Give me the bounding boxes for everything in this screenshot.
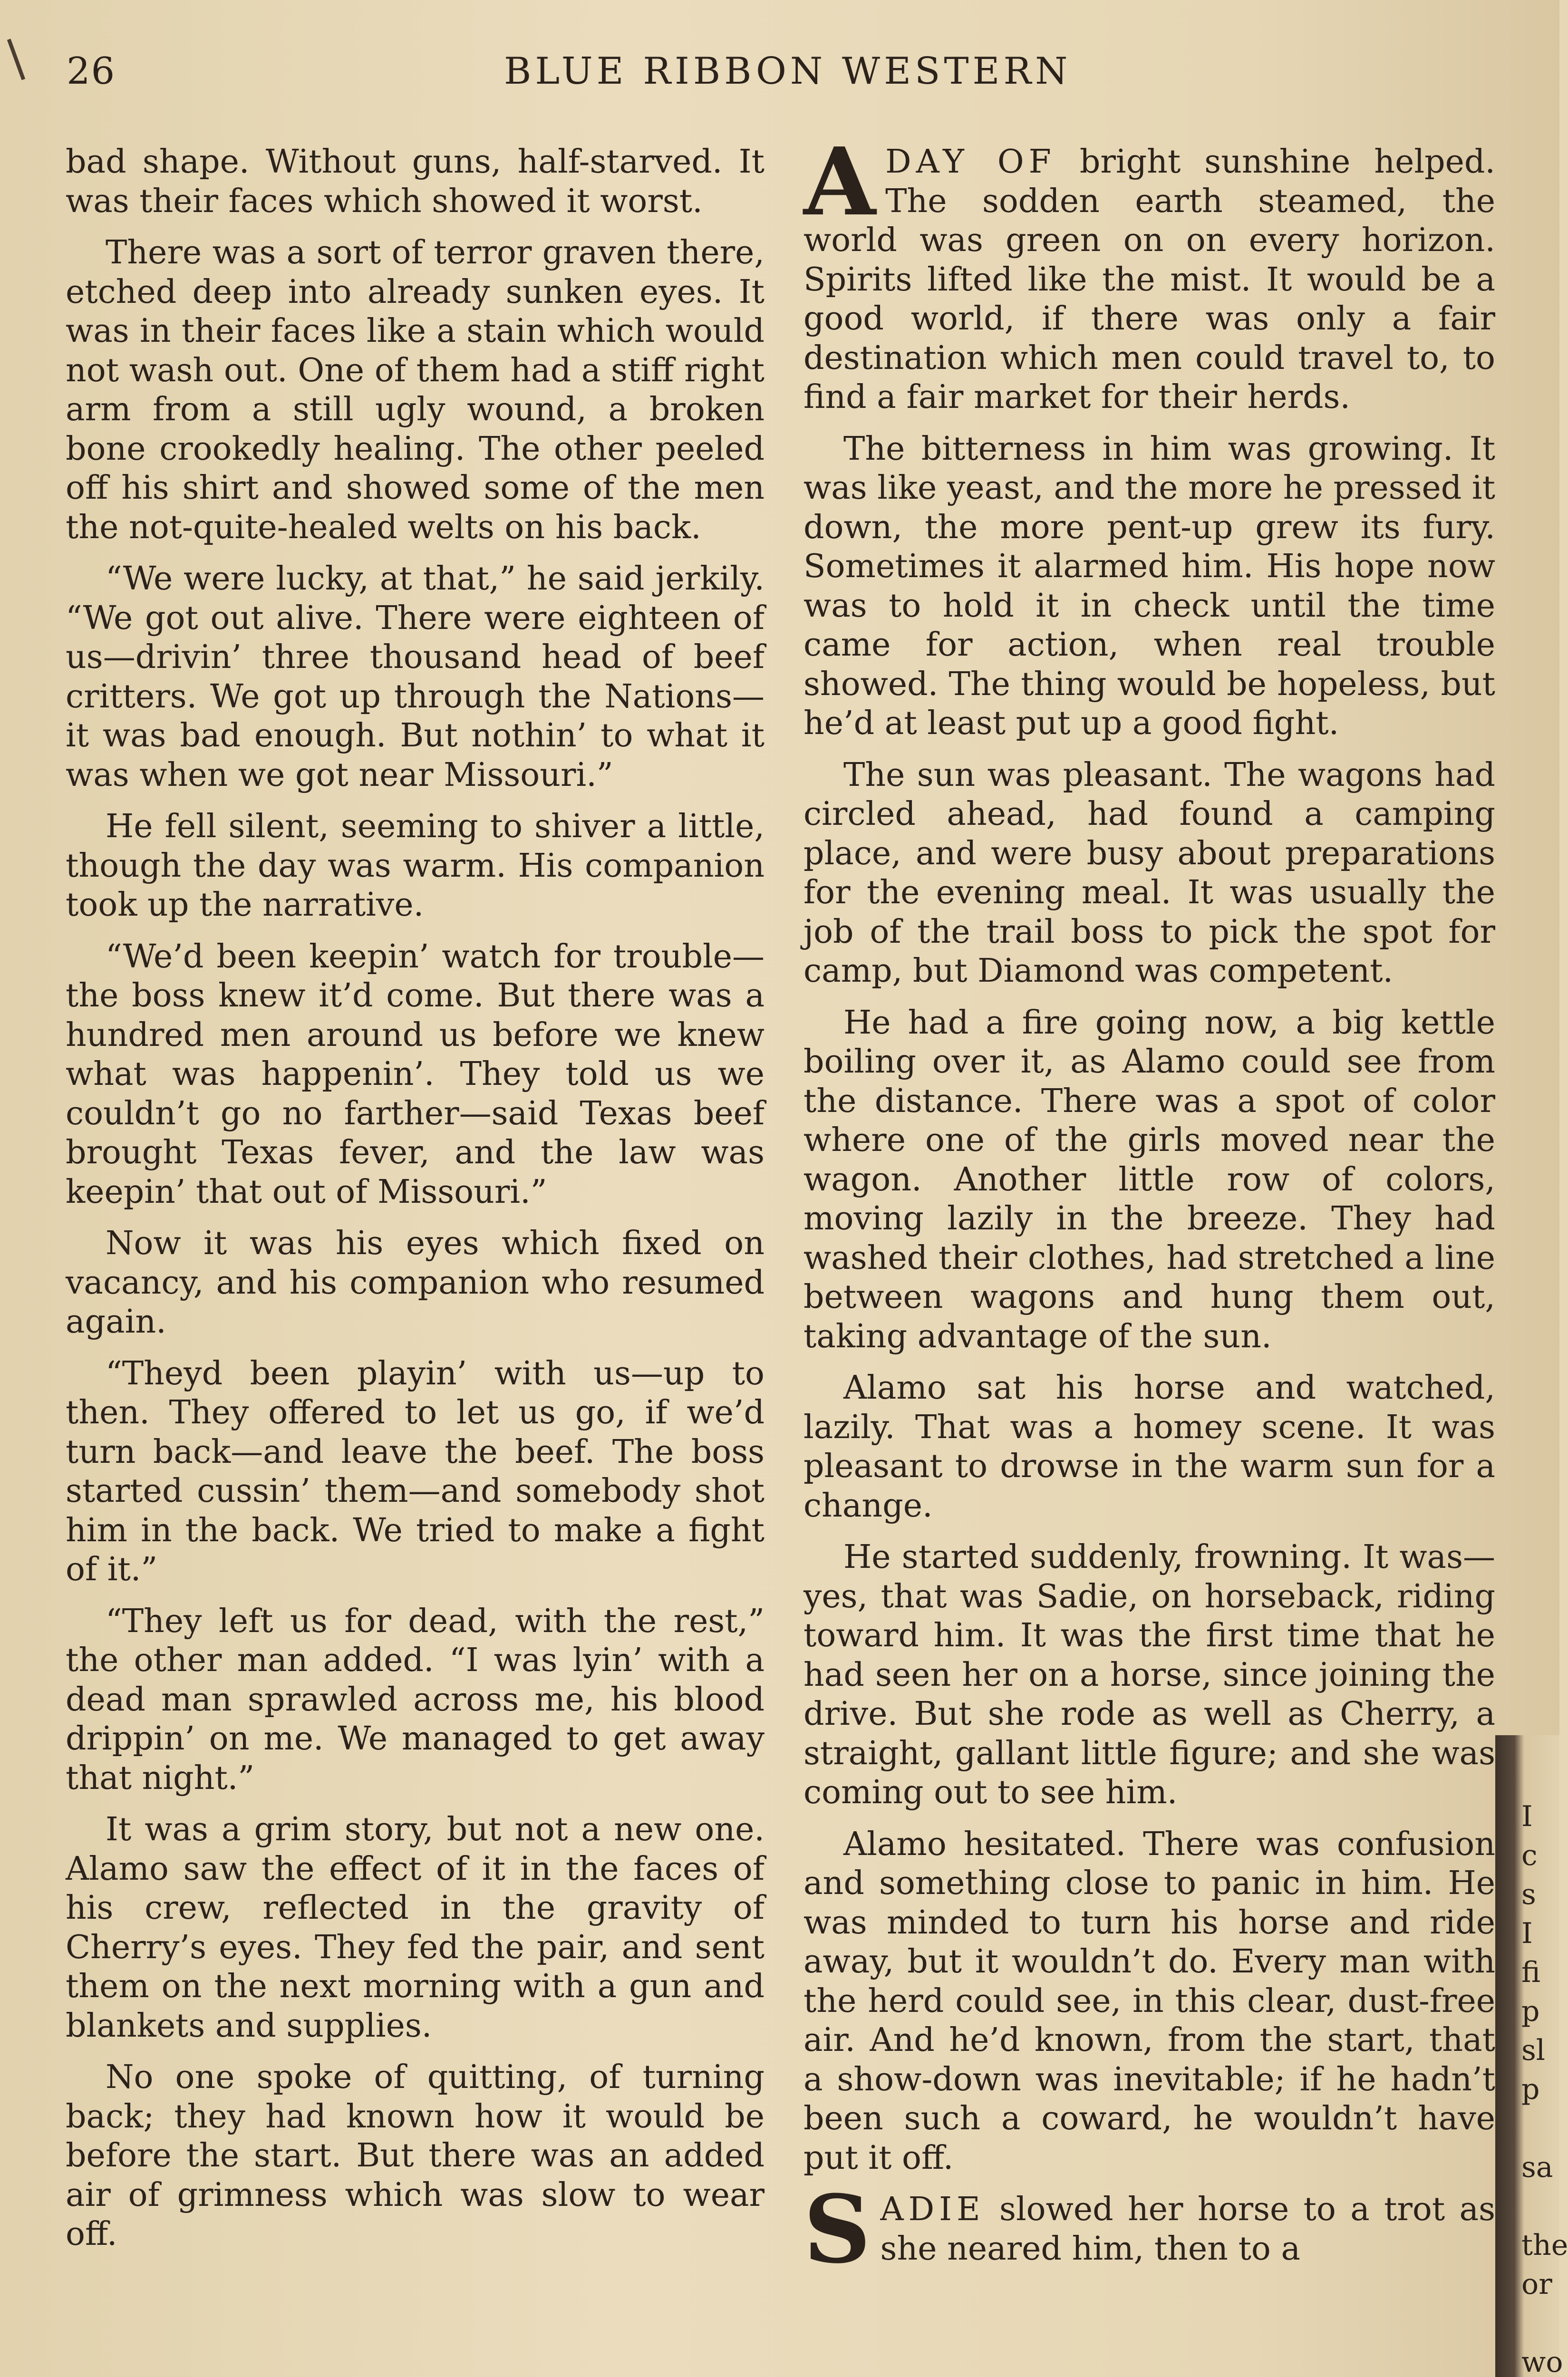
section-lead-in: DAY OF <box>885 143 1056 181</box>
paragraph: Alamo sat his horse and watched, lazily. That was a homey scene. It was pleasant to drowse in the warm sun for a change. <box>803 1369 1495 1525</box>
edge-fragment <box>1521 2109 1559 2148</box>
edge-fragment <box>1521 2304 1559 2343</box>
drop-cap: S <box>803 2175 871 2284</box>
page-header <box>67 50 1493 107</box>
paragraph: The bitterness in him was growing. It was like yeast, and the more he pressed it down, the more pent-up grew its fury. Sometimes it alarmed him. His hope now was to hold it in check until the time came for action, when real trouble showed. The thing would be hopeless, but he’d at least put up a good fight. <box>803 430 1495 742</box>
edge-fragment: sl <box>1521 2034 1545 2067</box>
edge-fragment: s <box>1521 1878 1536 1911</box>
section-lead-in: ADIE <box>880 2191 985 2228</box>
paragraph: “We’d been keepin’ watch for trouble—the boss knew it’d come. But there was a hundred men around us before we knew what was happenin’. They told us we couldn’t go no farther—said Texas beef brought Texas fever, and the law was keepin’ that out of Missouri.” <box>66 937 765 1211</box>
paragraph: Now it was his eyes which fixed on vacancy, and his companion who resumed again. <box>66 1225 765 1341</box>
paragraph: He fell silent, seeming to shiver a little, though the day was warm. His companion took up the narrative. <box>66 808 765 924</box>
paragraph: There was a sort of terror graven there, etched deep into already sunken eyes. It was in their faces like a stain which would not wash out. One of them had a stiff right arm from a still ugly wound, a broken bone crookedly healing. The other peeled off his shirt and showed some of the men the not-quite-healed welts on his back. <box>66 234 765 546</box>
edge-fragment: p <box>1521 1995 1540 2028</box>
edge-fragment: c <box>1521 1839 1538 1872</box>
edge-fragment: the <box>1521 2229 1568 2262</box>
edge-fragment: p <box>1521 2073 1540 2106</box>
paragraph: bad shape. Without guns, half-starved. It was their faces which showed it worst. <box>66 143 765 220</box>
right-column <box>803 127 1495 2377</box>
paragraph: He started suddenly, frowning. It was—yes, that was Sadie, on horseback, riding toward him. It was the first time that he had seen her on a horse, since joining the drive. But she rode as well as Cherry, a straight, gallant little figure; and she was coming out to see him. <box>803 1538 1495 1811</box>
drop-cap: A <box>803 127 876 237</box>
section-opening-paragraph <box>803 2175 1495 2284</box>
paragraph-text: slowed her horse to a trot as she neared him, then to a <box>880 2191 1495 2268</box>
running-title: BLUE RIBBON WESTERN <box>504 50 1072 93</box>
paragraph: “Theyd been playin’ with us—up to then. They offered to let us go, if we’d turn back—and leave the beef. The boss started cussin’ them—and somebody shot him in the back. We tried to make a fight of it.” <box>66 1354 765 1588</box>
next-page-text-fragments <box>1521 1797 1568 2377</box>
edge-fragment: fi <box>1521 1956 1541 1989</box>
page-number: 26 <box>67 50 116 93</box>
paragraph: “We were lucky, at that,” he said jerkily. “We got out alive. There were eighteen of us—drivin’ three thousand head of beef critters. We got up through the Nations—it was bad enough. But nothin’ to what it was when we got near Missouri.” <box>66 560 765 794</box>
paragraph: It was a grim story, but not a new one. Alamo saw the effect of it in the faces of his crew, reflected in the gravity of Cherry’s eyes. They fed the pair, and sent them on the next morning with a gun and blankets and supplies. <box>66 1811 765 2045</box>
paragraph: Alamo hesitated. There was confusion and something close to panic in him. He was minded to turn his horse and ride away, but it wouldn’t do. Every man with the herd could see, in this clear, dust-free air. And he’d known, from the start, that a show-down was inevitable; if he hadn’t been such a coward, he wouldn’t have put it off. <box>803 1825 1495 2177</box>
edge-fragment: I <box>1521 1800 1533 1833</box>
section-opening-paragraph <box>803 127 1495 417</box>
edge-fragment: or <box>1521 2268 1552 2301</box>
edge-fragment: sa <box>1521 2151 1553 2184</box>
edge-fragment: wo <box>1521 2346 1563 2377</box>
paragraph: No one spoke of quitting, of turning back; they had known how it would be before the start. But there was an added air of grimness which was slow to wear off. <box>66 2058 765 2253</box>
left-column <box>66 143 765 2377</box>
paragraph: The sun was pleasant. The wagons had circled ahead, had found a camping place, and were busy about preparations for the evening meal. It was usually the job of the trail boss to pick the spot for camp, but Diamond was competent. <box>803 756 1495 990</box>
paragraph-text: bright sunshine helped. The sodden earth steamed, the world was green on on every horizon. Spirits lifted like the mist. It would be a good world, if there was only a fair destination which men could travel to, to find a fair market for their herds. <box>803 143 1495 416</box>
edge-fragment <box>1521 2187 1559 2226</box>
paragraph: He had a fire going now, a big kettle boiling over it, as Alamo could see from the distance. There was a spot of color where one of the girls moved near the wagon. Another little row of colors, moving lazily in the breeze. They had washed their clothes, had stretched a line between wagons and hung them out, taking advantage of the sun. <box>803 1004 1495 1355</box>
spine-crease <box>7 39 25 80</box>
paragraph: “They left us for dead, with the rest,” the other man added. “I was lyin’ with a dead man sprawled across me, his blood drippin’ on me. We managed to get away that night.” <box>66 1602 765 1797</box>
edge-fragment: I <box>1521 1917 1533 1950</box>
